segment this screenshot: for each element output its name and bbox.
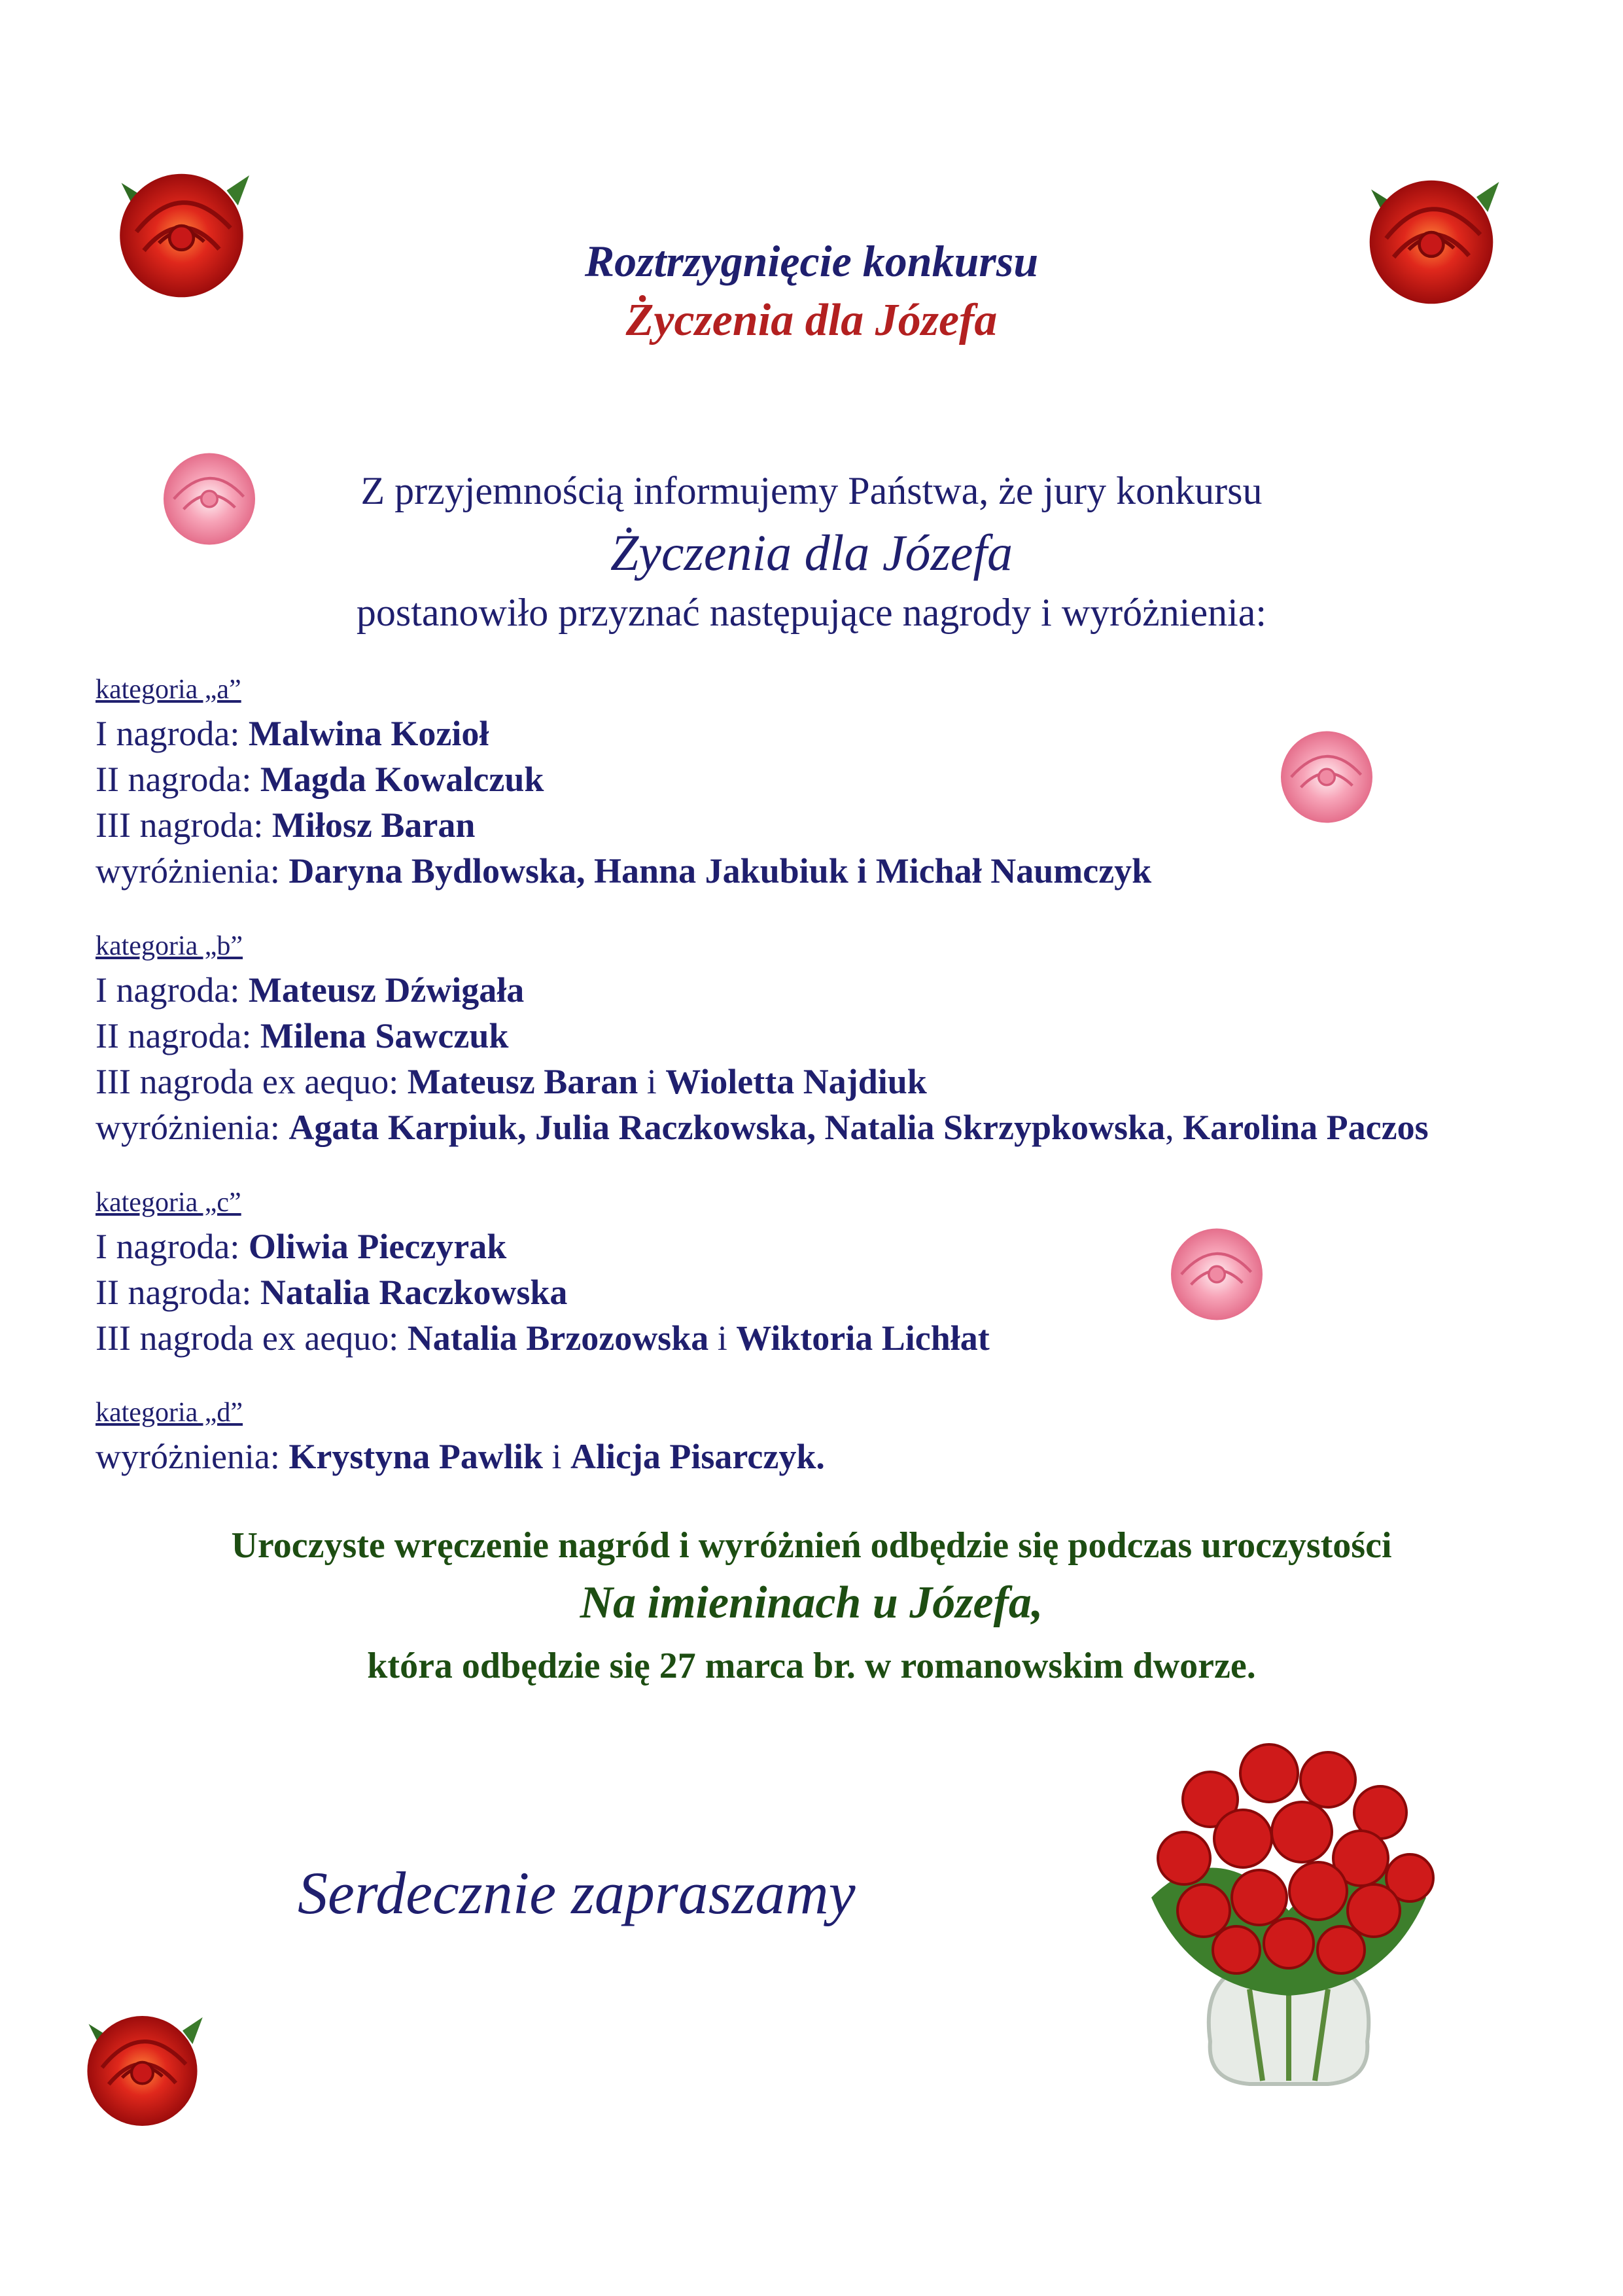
separator: , [1165, 1108, 1183, 1147]
award-row [96, 967, 1429, 1013]
award-row [96, 1315, 990, 1361]
closing-invitation: Serdecznie zapraszamy [298, 1860, 856, 1926]
intro-line3: postanowiło przyznać następujące nagrody i wyróżnienia: [356, 591, 1267, 634]
title-line1: Roztrzygnięcie konkursu [584, 236, 1039, 286]
separator: i [708, 1318, 737, 1358]
category-label: kategoria „c” [96, 1188, 241, 1218]
intro-line1: Z przyjemnością informujemy Państwa, że jury konkursu [360, 469, 1263, 512]
winner-name: Natalia Raczkowska [260, 1273, 568, 1312]
separator: i [542, 1437, 570, 1476]
winner-name: Alicja Pisarczyk. [570, 1437, 825, 1476]
award-row [96, 1224, 990, 1269]
winner-name: Milena Sawczuk [260, 1016, 509, 1055]
winner-name: Malwina Kozioł [248, 714, 489, 753]
category-b-section [96, 930, 1429, 1150]
category-a-section [96, 674, 1151, 894]
separator: i [638, 1062, 666, 1101]
winner-name: Agata Karpiuk, Julia Raczkowska, Natalia Skrzypkowska [288, 1108, 1166, 1147]
winner-name: Krystyna Pawlik [288, 1437, 543, 1476]
winner-name: Karolina Paczos [1183, 1108, 1429, 1147]
award-label: I nagroda: [96, 1227, 249, 1266]
winner-name: Natalia Brzozowska [407, 1318, 709, 1358]
winner-name: Miłosz Baran [271, 805, 476, 845]
award-label: III nagroda ex aequo: [96, 1062, 408, 1101]
category-c-section [96, 1187, 990, 1361]
category-label: kategoria „a” [96, 675, 241, 705]
award-row [96, 1104, 1429, 1150]
pink-rose-icon [1158, 1217, 1276, 1332]
award-label: II nagroda: [96, 1273, 260, 1312]
winner-name: Oliwia Pieczyrak [248, 1227, 507, 1266]
rose-bouquet-vase-icon [1112, 1714, 1465, 2094]
award-label: wyróżnienia: [96, 1108, 289, 1147]
winner-name: Wiktoria Lichłat [736, 1318, 990, 1358]
award-row [96, 756, 1151, 802]
award-row [96, 711, 1151, 756]
award-row [96, 1434, 825, 1479]
title-line2: Życzenia dla Józefa [625, 295, 998, 345]
pink-rose-icon [1268, 720, 1386, 834]
category-label: kategoria „d” [96, 1398, 243, 1428]
award-label: II nagroda: [96, 1016, 260, 1055]
winner-name: Mateusz Dźwigała [248, 970, 525, 1010]
award-label: wyróżnienia: [96, 851, 289, 891]
award-row [96, 1269, 990, 1315]
category-label: kategoria „b” [96, 931, 243, 961]
intro-contest-name: Życzenia dla Józefa [610, 524, 1013, 581]
winner-name: Magda Kowalczuk [260, 760, 544, 799]
ceremony-line1: Uroczyste wręczenie nagród i wyróżnień odbędzie się podczas uroczystości [231, 1525, 1392, 1566]
award-row [96, 802, 1151, 848]
award-row [96, 1013, 1429, 1059]
winner-name: Mateusz Baran [407, 1062, 638, 1101]
award-row [96, 1059, 1429, 1104]
red-rose-icon [75, 2002, 209, 2140]
award-label: II nagroda: [96, 760, 260, 799]
award-label: III nagroda: [96, 805, 272, 845]
award-label: III nagroda ex aequo: [96, 1318, 408, 1358]
award-row [96, 848, 1151, 894]
award-label: wyróżnienia: [96, 1437, 289, 1476]
award-label: I nagroda: [96, 970, 249, 1010]
winner-name: Daryna Bydlowska, Hanna Jakubiuk i Michał Naumczyk [288, 851, 1152, 891]
category-d-section [96, 1397, 825, 1479]
winner-name: Wioletta Najdiuk [665, 1062, 927, 1101]
ceremony-line3: która odbędzie się 27 marca br. w romanowskim dworze. [367, 1646, 1256, 1686]
award-label: I nagroda: [96, 714, 249, 753]
ceremony-event-name: Na imieninach u Józefa, [580, 1578, 1043, 1628]
